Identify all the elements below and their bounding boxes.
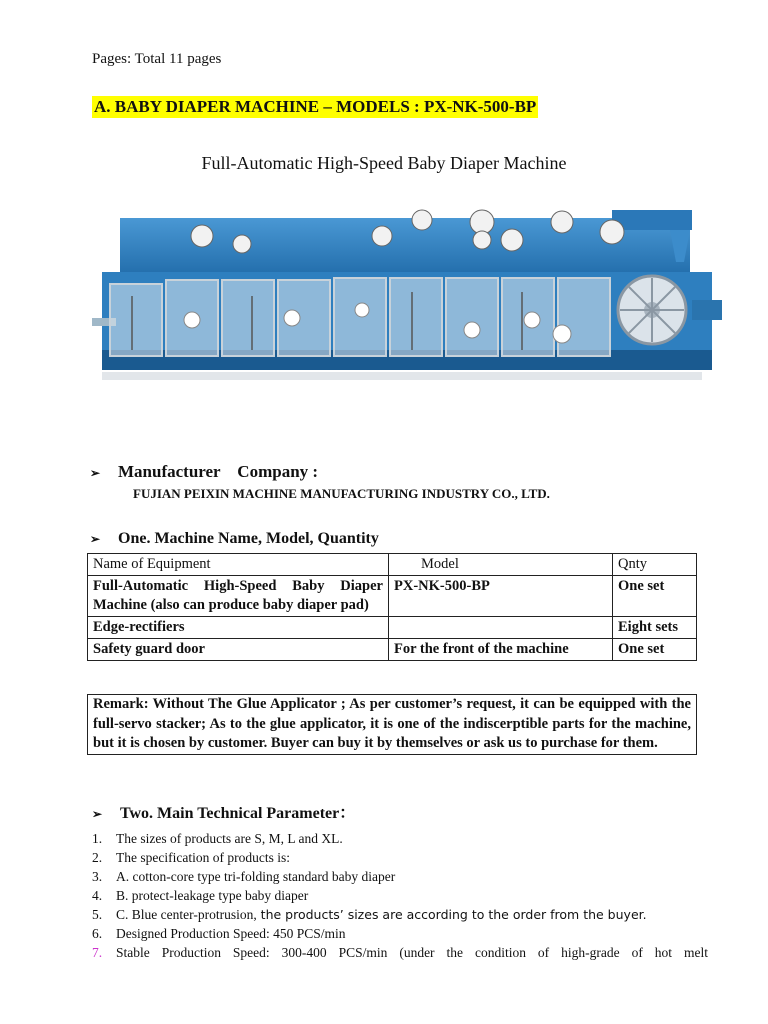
table-cell: Edge-rectifiers (88, 617, 389, 639)
table-cell (389, 617, 613, 639)
list-text: Designed Production Speed: 450 PCS/min (116, 926, 346, 941)
section-one-label: One. Machine Name, Model, Quantity (118, 530, 379, 547)
parameter-list (92, 829, 708, 962)
list-text: The sizes of products are S, M, L and XL. (116, 831, 343, 846)
table-cell: For the front of the machine (389, 639, 613, 661)
arrow-bullet-icon: ➢ (92, 807, 103, 821)
table-cell: PX-NK-500-BP (389, 576, 613, 617)
list-number: 3. (92, 869, 103, 884)
list-number: 7. (92, 945, 103, 960)
table-row (88, 576, 697, 617)
table-cell: Eight sets (613, 617, 697, 639)
list-item (92, 848, 708, 867)
arrow-bullet-icon: ➢ (90, 532, 101, 546)
table-header-cell: Name of Equipment (88, 554, 389, 576)
list-text: The specification of products is: (116, 850, 290, 865)
machine-title: Full-Automatic High-Speed Baby Diaper Machine (201, 153, 567, 173)
list-number: 1. (92, 831, 103, 846)
list-item (92, 924, 708, 943)
list-text-continued: the products’ sizes are according to the order from the buyer. (256, 907, 647, 922)
table-cell: Safety guard door (88, 639, 389, 661)
remark-box: Remark: Without The Glue Applicator ; As per customer’s request, it can be equipped with the full-servo stacker; As to the glue applicator, it is one of the indiscerptible parts for the machine, but it is chosen by customer. Buyer can buy it by themselves or ask us to purchase for them. (87, 694, 697, 755)
manufacturer-heading (90, 462, 318, 482)
section-two-label: Two. Main Technical Parameter： (120, 805, 356, 822)
manufacturer-label: Manufacturer Company : (118, 462, 319, 481)
list-item (92, 886, 708, 905)
list-item (92, 867, 708, 886)
list-text: A. cotton-core type tri-folding standard baby diaper (116, 869, 396, 884)
table-header-cell: Model (389, 554, 613, 576)
list-number: 4. (92, 888, 103, 903)
document-heading: A. BABY DIAPER MACHINE – MODELS : PX-NK-500-BP (94, 97, 537, 116)
list-text: Stable Production Speed: 300-400 PCS/min (under the condition of high-grade of hot melt (116, 945, 708, 960)
table-header-cell: Qnty (613, 554, 697, 576)
arrow-bullet-icon: ➢ (90, 466, 101, 480)
list-text: C. Blue center-protrusion, (116, 907, 257, 922)
table-row (88, 617, 697, 639)
table-cell: One set (613, 639, 697, 661)
company-name: FUJIAN PEIXIN MACHINE MANUFACTURING INDUSTRY CO., LTD. (133, 486, 550, 501)
machine-photo (92, 200, 722, 400)
table-row (88, 639, 697, 661)
list-number: 5. (92, 907, 103, 922)
page-count: Pages: Total 11 pages (92, 51, 222, 67)
list-text: B. protect-leakage type baby diaper (116, 888, 309, 903)
section-one-heading (90, 530, 379, 548)
list-number: 6. (92, 926, 103, 941)
list-item (92, 943, 708, 962)
table-header-row (88, 554, 697, 576)
list-number: 2. (92, 850, 103, 865)
table-cell: One set (613, 576, 697, 617)
section-two-heading (92, 800, 355, 823)
equipment-table (87, 553, 697, 661)
table-cell: Full-Automatic High-Speed Baby Diaper Machine (also can produce baby diaper pad) (88, 576, 389, 617)
list-item (92, 829, 708, 848)
list-item (92, 905, 708, 924)
